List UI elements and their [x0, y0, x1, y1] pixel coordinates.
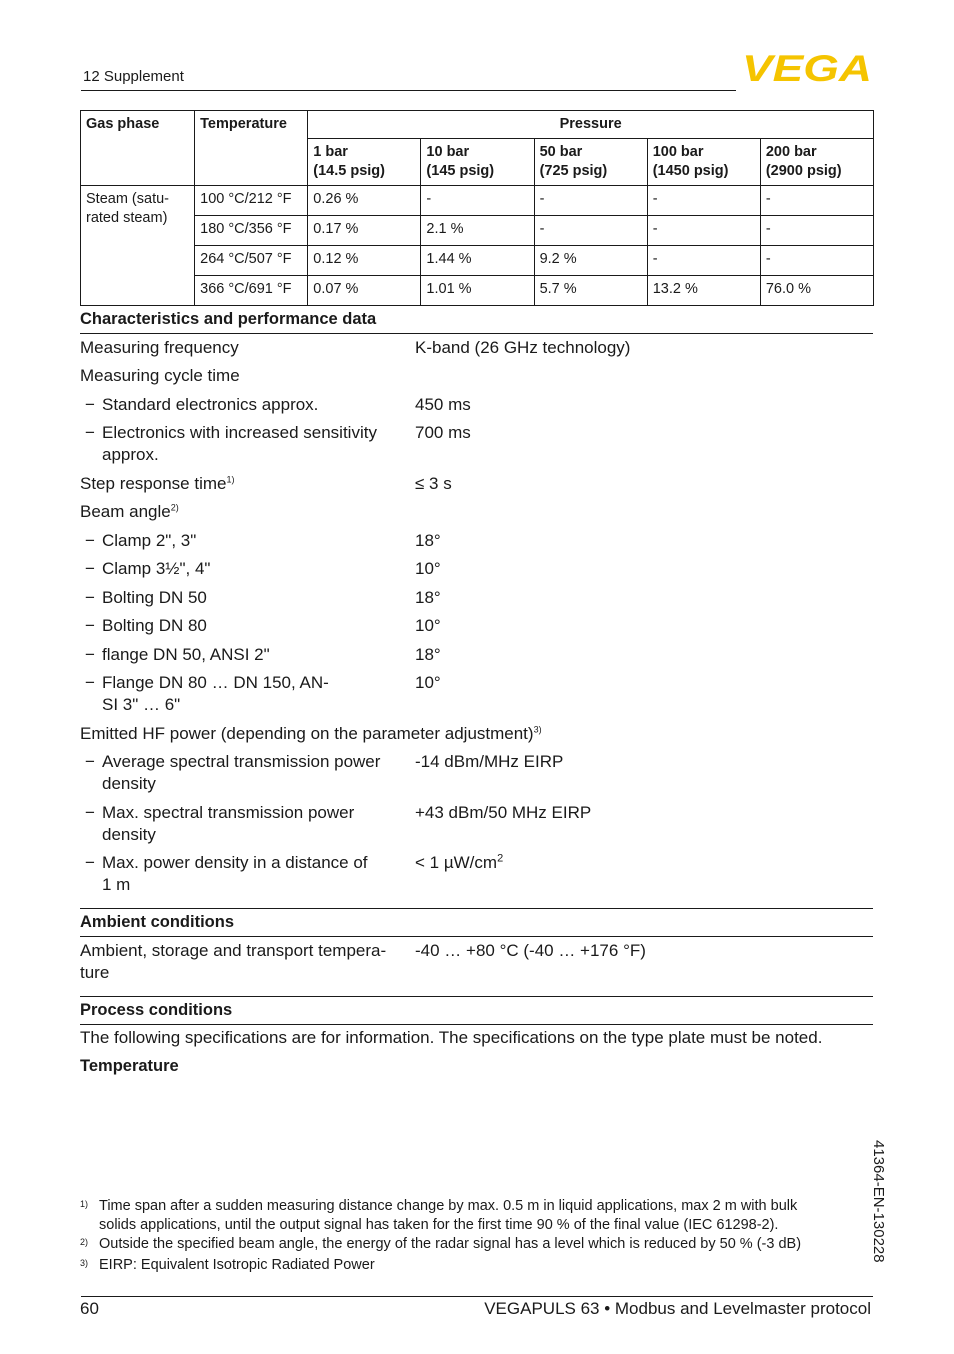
gas-name-cont: rated steam) [86, 210, 168, 226]
spec-label: flange DN 50, ANSI 2" [102, 645, 270, 664]
value-cell: - [647, 216, 760, 246]
document-id: 41364-EN-130228 [870, 1140, 887, 1263]
pressure-col-2 [421, 139, 534, 186]
spec-label [102, 751, 402, 795]
process-note: The following specifications are for information. The specifications on the type plate must be noted. [80, 1028, 823, 1047]
ambient-heading [80, 913, 873, 932]
spec-value: -14 dBm/MHz EIRP [415, 752, 564, 771]
label-line: Ambient, storage and transport tempera- [80, 941, 387, 960]
value-cell: 13.2 % [647, 276, 760, 306]
spec-value: 18° [415, 531, 441, 550]
spec-label: Standard electronics approx. [102, 395, 319, 414]
value-cell: - [760, 246, 873, 276]
label-line: ture [80, 963, 110, 982]
spec-value: ≤ 3 s [415, 474, 452, 493]
spec-label: Clamp 2", 3" [102, 531, 197, 550]
label-line: approx. [102, 445, 159, 464]
footnote-mark: 2) [80, 1237, 89, 1247]
value-cell: 2.1 % [421, 216, 534, 246]
header-gas-phase: Gas phase [81, 111, 195, 186]
temp-cell: 180 °C/356 °F [195, 216, 308, 246]
list-dash: − [85, 395, 95, 414]
superscript: 2 [497, 852, 504, 865]
value-cell: 1.01 % [421, 276, 534, 306]
label-text: Beam angle [80, 502, 171, 521]
temp-cell: 366 °C/691 °F [195, 276, 308, 306]
spec-value: 18° [415, 588, 441, 607]
spec-value: K-band (26 GHz technology) [415, 338, 631, 357]
footnote-line: Time span after a sudden measuring distance change by max. 0.5 m in liquid applications, max 2 m with bulk [99, 1198, 798, 1214]
characteristics-title: Characteristics and performance data [80, 310, 377, 328]
table-row [81, 186, 874, 216]
footnote-line: solids applications, until the output signal has taken for the first time 90 % of the final value (IEC 61298-2). [99, 1217, 779, 1233]
label-line: Max. spectral transmission power [102, 803, 355, 822]
pressure-psig: (145 psig) [426, 163, 495, 179]
spec-label [102, 672, 402, 716]
value-cell: - [760, 216, 873, 246]
spec-label: Clamp 3½", 4" [102, 559, 211, 578]
table-header-row [81, 111, 874, 139]
process-heading [80, 1001, 873, 1020]
value-cell: - [647, 246, 760, 276]
pressure-psig: (2900 psig) [765, 163, 842, 179]
spec-label [102, 802, 402, 846]
label-text: Step response time [80, 474, 227, 493]
pressure-col-5 [760, 139, 873, 186]
spec-label [80, 473, 405, 495]
vega-logo-text: VEGA [742, 52, 872, 84]
label-line: 1 m [102, 875, 131, 894]
spec-value: 700 ms [415, 423, 471, 442]
table-row [81, 216, 874, 246]
list-dash: − [85, 752, 95, 771]
value-cell: 0.26 % [308, 186, 421, 216]
header-rule [81, 90, 736, 91]
label-line: Average spectral transmission power [102, 752, 381, 771]
label-line: Max. power density in a distance of [102, 853, 368, 872]
page-number: 60 [80, 1299, 99, 1318]
pressure-bar: 50 bar [539, 144, 583, 160]
footnote-line: Outside the specified beam angle, the energy of the radar signal has a level which is reduced by 50 % (-3 dB) [99, 1236, 802, 1252]
pressure-psig: (725 psig) [539, 163, 608, 179]
process-title: Process conditions [80, 1001, 233, 1019]
spec-label: Measuring cycle time [80, 366, 240, 385]
characteristics-heading [80, 310, 873, 329]
table-row [81, 276, 874, 306]
label-line: density [102, 825, 156, 844]
spec-value [415, 852, 865, 874]
list-dash: − [85, 803, 95, 822]
list-dash: − [85, 559, 95, 578]
spec-value: +43 dBm/50 MHz EIRP [415, 803, 592, 822]
value-cell: 1.44 % [421, 246, 534, 276]
label-line: SI 3" … 6" [102, 695, 181, 714]
section-label: 12 Supplement [83, 68, 184, 85]
label-line: density [102, 774, 156, 793]
list-dash: − [85, 423, 95, 442]
pressure-col-3 [534, 139, 647, 186]
section-rule [80, 936, 873, 937]
temperature-subheading: Temperature [80, 1057, 179, 1075]
list-dash: − [85, 645, 95, 664]
spec-label: Measuring frequency [80, 338, 239, 357]
vega-logo [742, 52, 872, 84]
spec-label [80, 501, 405, 523]
header-pressure: Pressure [308, 111, 874, 139]
value-cell: 76.0 % [760, 276, 873, 306]
temp-cell: 100 °C/212 °F [195, 186, 308, 216]
footnote-ref: 1) [226, 474, 235, 485]
label-line: Flange DN 80 … DN 150, AN- [102, 673, 329, 692]
list-dash: − [85, 853, 95, 872]
spec-label [80, 940, 405, 984]
value-cell: - [534, 186, 647, 216]
footnote-ref: 2) [170, 502, 179, 513]
value-cell: 0.07 % [308, 276, 421, 306]
value-cell: 0.12 % [308, 246, 421, 276]
label-line: Electronics with increased sensitivity [102, 423, 377, 442]
list-dash: − [85, 531, 95, 550]
pressure-col-1 [308, 139, 421, 186]
spec-value: -40 … +80 °C (-40 … +176 °F) [415, 941, 646, 960]
value-cell: 5.7 % [534, 276, 647, 306]
footer-rule [81, 1296, 873, 1297]
spec-label: Bolting DN 50 [102, 588, 207, 607]
spec-value: 10° [415, 673, 441, 692]
footer-title: VEGAPULS 63 • Modbus and Levelmaster protocol [484, 1299, 871, 1318]
value-cell: - [760, 186, 873, 216]
label-text: Emitted HF power (depending on the parameter adjustment) [80, 724, 534, 743]
spec-value: 10° [415, 559, 441, 578]
temp-cell: 264 °C/507 °F [195, 246, 308, 276]
spec-value: 450 ms [415, 395, 471, 414]
value-cell: 9.2 % [534, 246, 647, 276]
list-dash: − [85, 673, 95, 692]
spec-value: 10° [415, 616, 441, 635]
spec-label [102, 422, 402, 466]
footnote-mark: 3) [80, 1258, 89, 1268]
footnote-mark: 1) [80, 1199, 89, 1209]
footnote-line: EIRP: Equivalent Isotropic Radiated Power [99, 1257, 375, 1273]
section-rule [80, 1024, 873, 1025]
header-temperature: Temperature [195, 111, 308, 186]
value-cell: - [647, 186, 760, 216]
gas-name-cell [81, 186, 195, 306]
section-rule [80, 908, 873, 909]
pressure-psig: (14.5 psig) [313, 163, 385, 179]
pressure-bar: 100 bar [652, 144, 704, 160]
section-rule [80, 333, 873, 334]
spec-label [80, 723, 680, 745]
pressure-bar: 10 bar [426, 144, 470, 160]
list-dash: − [85, 588, 95, 607]
gas-phase-table [80, 110, 874, 306]
value-cell: 0.17 % [308, 216, 421, 246]
pressure-bar: 200 bar [765, 144, 817, 160]
value-cell: - [421, 186, 534, 216]
footnote-ref: 3) [533, 724, 542, 735]
gas-name: Steam (satu- [86, 191, 169, 207]
pressure-bar: 1 bar [313, 144, 348, 160]
spec-label: Bolting DN 80 [102, 616, 207, 635]
list-dash: − [85, 616, 95, 635]
value-cell: - [534, 216, 647, 246]
spec-label [102, 852, 402, 896]
section-rule [80, 996, 873, 997]
value-text: < 1 µW/cm [415, 853, 498, 872]
spec-value: 18° [415, 645, 441, 664]
table-row [81, 246, 874, 276]
ambient-title: Ambient conditions [80, 913, 234, 931]
pressure-col-4 [647, 139, 760, 186]
pressure-psig: (1450 psig) [652, 163, 729, 179]
